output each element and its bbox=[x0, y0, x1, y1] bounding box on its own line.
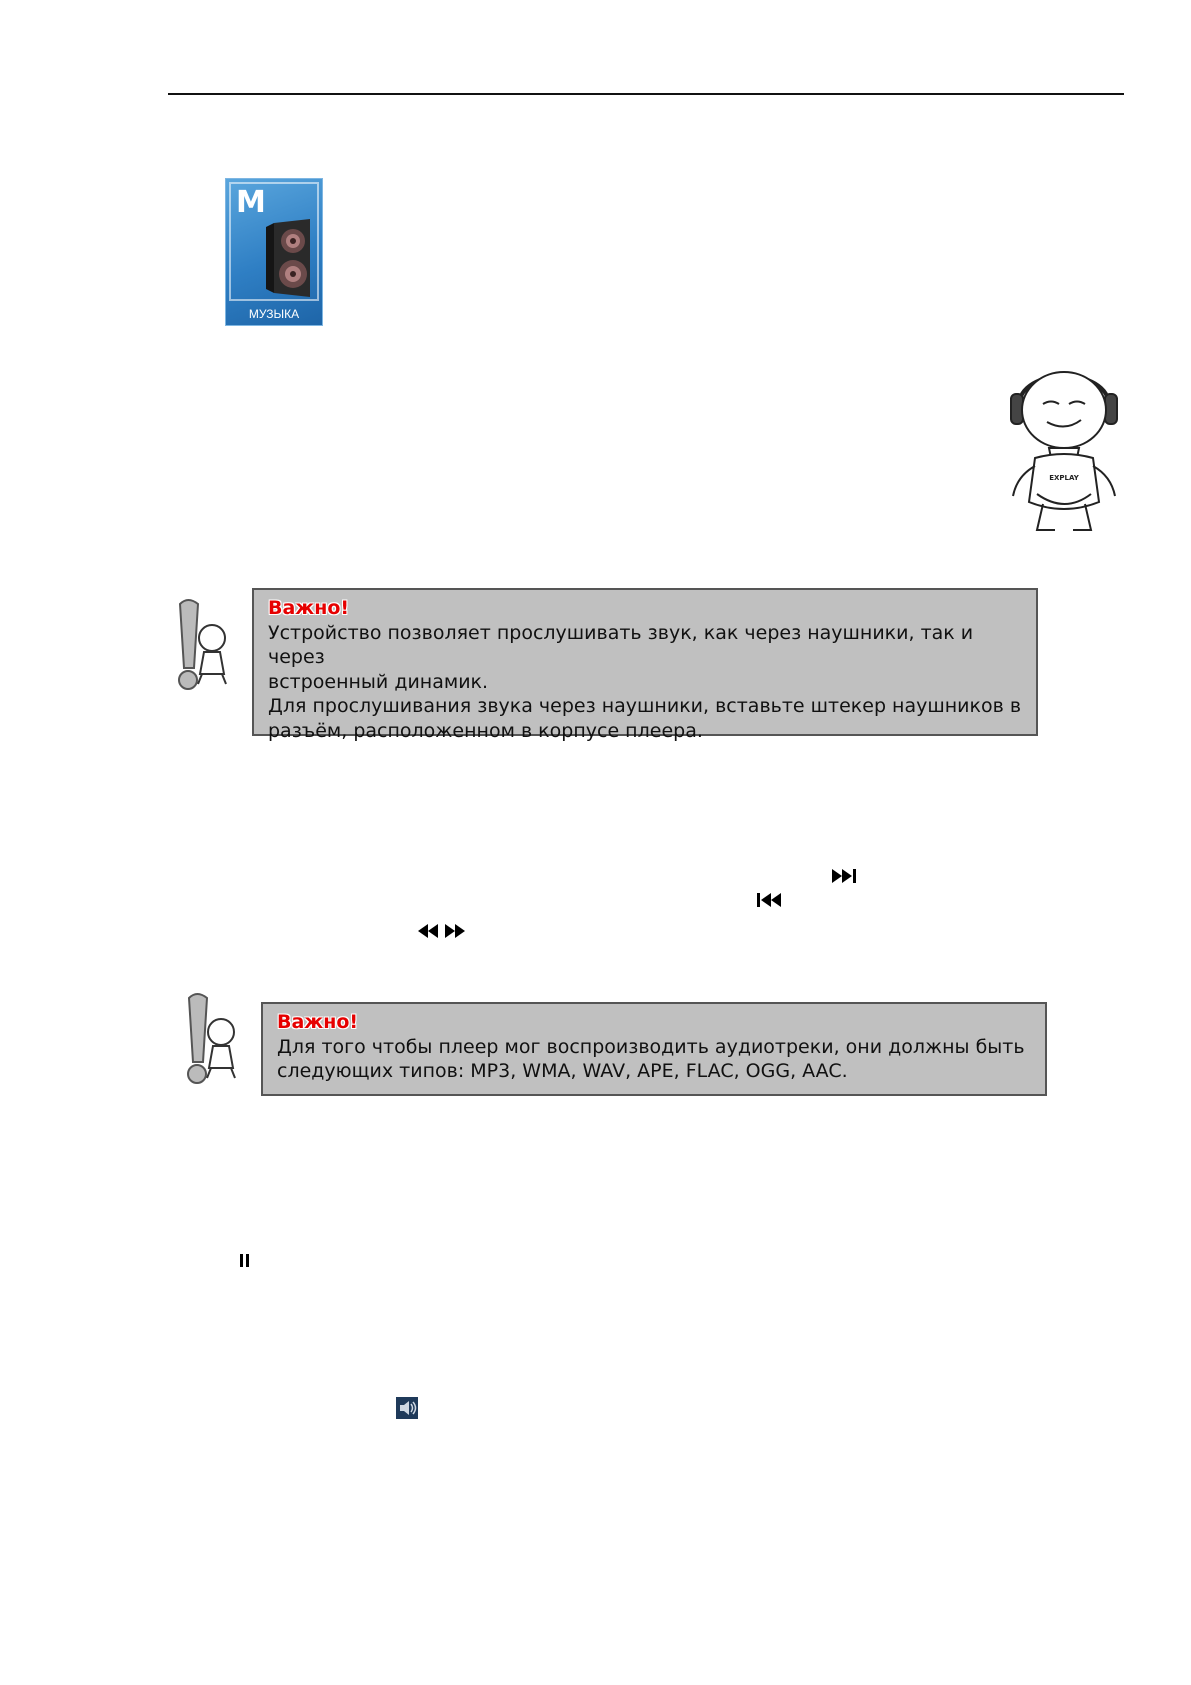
svg-text:EXPLAY: EXPLAY bbox=[1049, 474, 1079, 482]
important-note-formats bbox=[261, 1002, 1047, 1096]
tile-letter: M bbox=[236, 185, 266, 220]
warning-mascot-icon bbox=[183, 990, 243, 1086]
note-line: следующих типов: MP3, WMA, WAV, APE, FLAC, OGG, AAC. bbox=[277, 1060, 848, 1082]
music-app-icon bbox=[225, 178, 323, 326]
volume-icon bbox=[396, 1397, 418, 1419]
header-rule bbox=[168, 93, 1124, 95]
speaker-icon bbox=[266, 219, 312, 297]
rewind-icon bbox=[417, 924, 439, 938]
note-title: Важно! bbox=[268, 597, 350, 619]
note-title: Важно! bbox=[277, 1011, 359, 1033]
note-line: встроенный динамик. bbox=[268, 670, 489, 693]
note-line: Для того чтобы плеер мог воспроизводить аудиотреки, они должны быть bbox=[277, 1035, 1025, 1058]
headphones-mascot-icon bbox=[1005, 354, 1123, 542]
note-line: Устройство позволяет прослушивать звук, как через наушники, так и через bbox=[268, 621, 974, 668]
warning-mascot-icon bbox=[174, 596, 234, 692]
fast-forward-icon bbox=[444, 924, 466, 938]
note-line: Для прослушивания звука через наушники, вставьте штекер наушников в bbox=[268, 695, 1022, 717]
important-note-speaker bbox=[252, 588, 1038, 742]
note-line: разъём, расположенном в корпусе плеера. bbox=[268, 719, 703, 742]
prev-track-icon bbox=[757, 893, 783, 907]
pause-icon bbox=[240, 1254, 250, 1267]
next-track-icon bbox=[832, 869, 858, 883]
tile-caption: МУЗЫКА bbox=[248, 307, 300, 321]
